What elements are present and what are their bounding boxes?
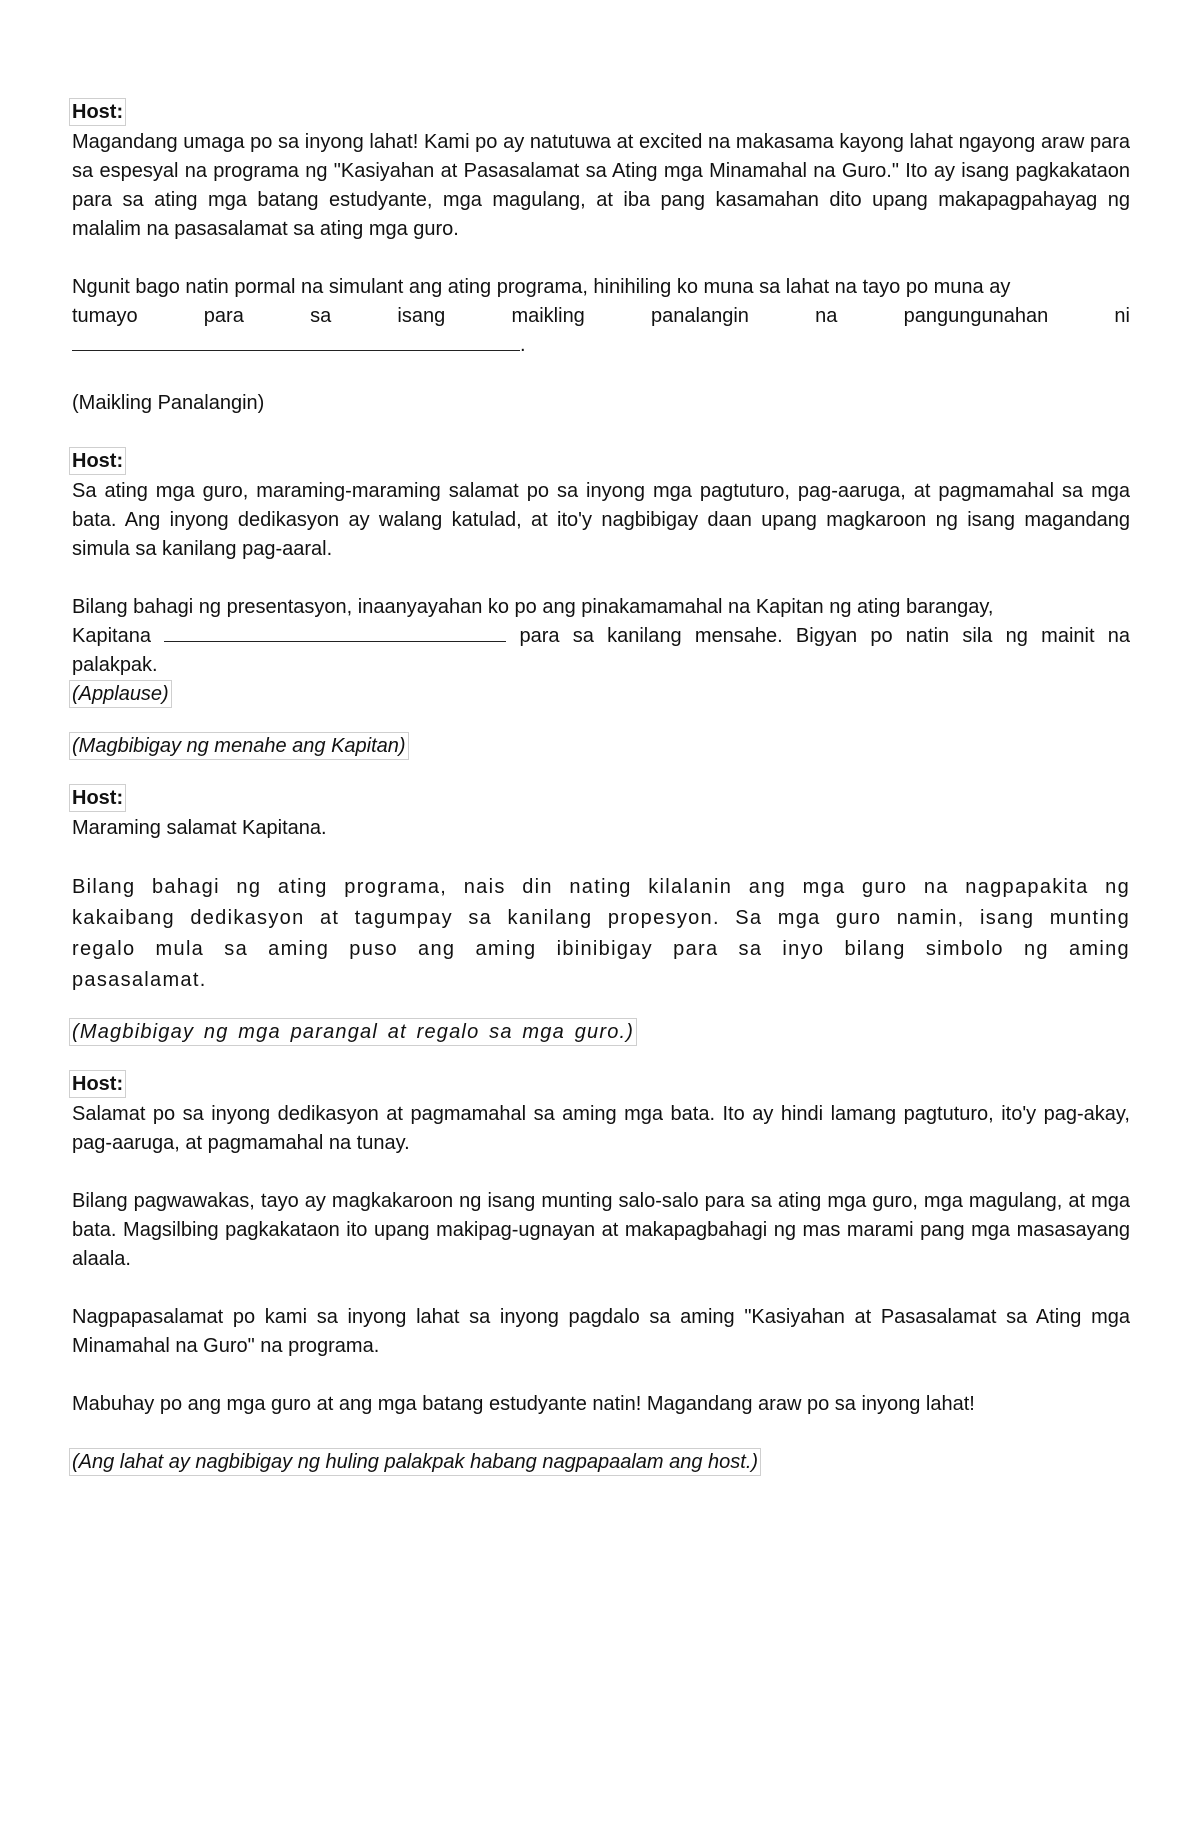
paragraph-kapitan-invite-line1: Bilang bahagi ng presentasyon, inaanyayahan ko po ang pinakamamahal na Kapitan ng ating barangay, [72,596,994,618]
kapitana-rest: para sa kanilang mensahe. Bigyan po natin sila ng mainit na [519,625,1131,647]
paragraph-kapitan-invite-end: palakpak. [72,654,158,676]
paragraph-prayer-intro-line1: Ngunit bago natin pormal na simulant ang ating programa, hinihiling ko muna sa lahat na tayo po muna ay [72,276,1011,298]
prayer-note: (Maikling Panalangin) [72,392,265,414]
paragraph-thanks-kapitana: Maraming salamat Kapitana. [72,817,327,839]
paragraph-prayer-intro-line2: tumayo para sa isang maikling panalangin na pangungunahan ni [72,305,1130,327]
kapitana-word: Kapitana [72,625,151,647]
closing-note: (Ang lahat ay nagbibigay ng huling palakpak habang nagpapaalam ang host.) [69,1448,761,1476]
paragraph-kapitan-invite-line2 [72,622,1130,651]
paragraph-recognition: Bilang bahagi ng ating programa, nais din nating kilalanin ang mga guro na nagpapakita ng kakaibang dedikasyon at tagumpay sa kanilang propesyon. Sa mga guro namin, isang munting regalo mula sa aming puso ang aming ibinibigay para sa inyo bilang simbolo ng aming pasasalamat. [72,876,1130,991]
awards-note: (Magbibigay ng mga parangal at regalo sa mga guro.) [69,1018,637,1046]
period: . [520,334,526,356]
paragraph-closing-meal: Bilang pagwawakas, tayo ay magkakaroon ng isang munting salo-salo para sa ating mga guro, mga magulang, at mga bata. Magsilbing pagkakataon ito upang makipag-ugnayan at makapagbahagi ng mas marami pang mga masasayang alaala. [72,1190,1130,1270]
host-label: Host: [69,98,126,126]
paragraph-mabuhay: Mabuhay po ang mga guro at ang mga batang estudyante natin! Magandang araw po sa inyong lahat! [72,1393,975,1415]
host-label: Host: [69,447,126,475]
kapitana-name-blank [164,623,506,642]
applause-note: (Applause) [69,680,172,708]
document-page [72,98,1130,1478]
paragraph-welcome: Magandang umaga po sa inyong lahat! Kami po ay natutuwa at excited na makasama kayong lahat ngayong araw para sa espesyal na programa ng "Kasiyahan at Pasasalamat sa Ating mga Minamahal na Guro." Ito ay isang pagkakataon para sa ating mga batang estudyante, mga magulang, at iba pang kasamahan dito upang makapagpahayag ng malalim na pasasalamat sa ating mga guro. [72,131,1130,240]
captain-message-note: (Magbibigay ng menahe ang Kapitan) [69,732,409,760]
paragraph-attendance-thanks: Nagpapasalamat po kami sa inyong lahat sa inyong pagdalo sa aming "Kasiyahan at Pasasalamat sa Ating mga Minamahal na Guro" na programa. [72,1306,1130,1357]
paragraph-thanks-teachers: Sa ating mga guro, maraming-maraming salamat po sa inyong mga pagtuturo, pag-aaruga, at pagmamahal sa mga bata. Ang inyong dedikasyon ay walang katulad, at ito'y nagbibigay daan upang magkaroon ng isang magandang simula sa kanilang pag-aaral. [72,480,1130,560]
paragraph-gratitude: Salamat po sa inyong dedikasyon at pagmamahal sa aming mga bata. Ito ay hindi lamang pagtuturo, ito'y pag-akay, pag-aaruga, at pagmamahal na tunay. [72,1103,1130,1154]
host-label: Host: [69,784,126,812]
host-label: Host: [69,1070,126,1098]
name-blank [72,332,520,351]
paragraph-prayer-intro-line3 [72,331,1130,360]
